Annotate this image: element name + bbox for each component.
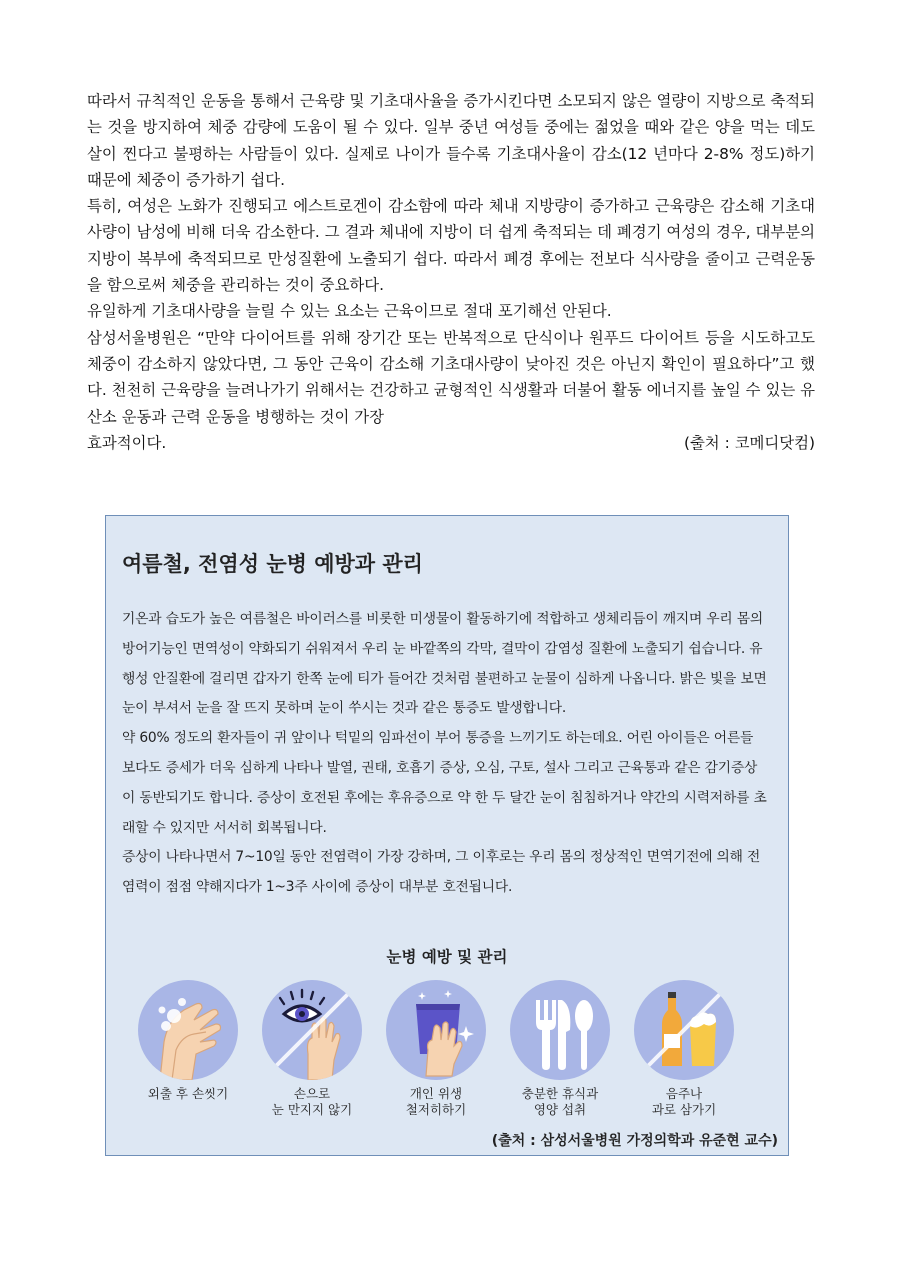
infobox-paragraph-2: 약 60% 정도의 환자들이 귀 앞이나 턱밑의 임파선이 부어 통증을 느끼기도 하는데요. 어린 아이들은 어른들 보다도 증세가 더욱 심하게 나타나 발열, 권태, 호흡기 증상, 오심, 구토, 설사 그리고 근육통과 같은 감기증상이 동반되기도 합니다. 증상이 호전된 후에는 후유증으로 약 한 두 달간 눈이 침침하거나 약간의 시력저하를 초래할 수 있지만 서서히 회복됩니다. <box>122 730 767 836</box>
article <box>87 88 815 456</box>
article-last-text: 효과적이다. <box>87 433 167 452</box>
infobox-body <box>122 605 770 903</box>
eye-disease-infobox <box>105 515 789 1156</box>
prevention-item-hygiene <box>374 980 498 1118</box>
label-line: 외출 후 손씻기 <box>147 1086 229 1101</box>
label-line: 철저히하기 <box>405 1102 467 1117</box>
prevention-label-2 <box>250 1086 374 1118</box>
label-line: 손으로 <box>293 1086 331 1101</box>
article-paragraph-3: 유일하게 기초대사량을 늘릴 수 있는 요소는 근육이므로 절대 포기해선 안된다. <box>87 302 612 321</box>
prevention-label-3 <box>374 1086 498 1118</box>
article-paragraph-4: 삼성서울병원은 “만약 다이어트를 위해 장기간 또는 반복적으로 단식이나 원푸드 다이어트 등을 시도하고도 체중이 감소하지 않았다면, 그 동안 근육이 감소해 기초대사량이 낮아진 것은 아닌지 확인이 필요하다”고 했다. 천천히 근육량을 늘려나가기 위해서는 건강하고 균형적인 식생활과 더불어 활동 에너지를 높일 수 있는 유산소 운동과 근력 운동을 병행하는 것이 가장 <box>87 328 815 426</box>
label-line: 영양 섭취 <box>533 1102 587 1117</box>
label-line: 음주나 <box>665 1086 703 1101</box>
article-source: (출처 : 코메디닷컴) <box>683 433 815 452</box>
prevention-item-rest <box>498 980 622 1118</box>
label-line: 과로 삼가기 <box>651 1102 717 1117</box>
infobox-paragraph-1: 기온과 습도가 높은 여름철은 바이러스를 비롯한 미생물이 활동하기에 적합하고 생체리듬이 깨지며 우리 몸의 방어기능인 면역성이 약화되기 쉬워져서 우리 눈 바깥쪽의 각막, 결막이 감염성 질환에 노출되기 쉽습니다. 유행성 안질환에 걸리면 갑자기 한쪽 눈에 티가 들어간 것처럼 불편하고 눈물이 심하게 나옵니다. 밝은 빛을 보면 눈이 부셔서 눈을 잘 뜨지 못하며 눈이 쑤시는 것과 같은 통증도 발생합니다. <box>122 611 767 717</box>
label-line: 눈 만지지 않기 <box>271 1102 353 1117</box>
label-line: 개인 위생 <box>409 1086 463 1101</box>
prevention-label-4 <box>498 1086 622 1118</box>
prevention-item-no-alcohol <box>622 980 746 1118</box>
prevention-subtitle: 눈병 예방 및 관리 <box>386 948 508 966</box>
prevention-icons <box>126 980 770 1117</box>
hand-washing-icon <box>138 980 238 1080</box>
prevention-item-handwash <box>126 980 250 1102</box>
no-alcohol-icon <box>634 980 734 1080</box>
prevention-label-1 <box>126 1086 250 1102</box>
label-line: 충분한 휴식과 <box>521 1086 599 1101</box>
prevention-label-5 <box>622 1086 746 1118</box>
no-touch-eye-icon <box>262 980 362 1080</box>
rest-nutrition-icon <box>510 980 610 1080</box>
personal-hygiene-icon <box>386 980 486 1080</box>
infobox-title: 여름철, 전염성 눈병 예방과 관리 <box>122 552 423 576</box>
article-paragraph-1: 따라서 규칙적인 운동을 통해서 근육량 및 기초대사율을 증가시킨다면 소모되지 않은 열량이 지방으로 축적되는 것을 방지하여 체중 감량에 도움이 될 수 있다. 일부 중년 여성들 중에는 젊었을 때와 같은 양을 먹는 데도 살이 찐다고 불평하는 사람들이 있다. 실제로 나이가 들수록 기초대사율이 감소(12 년마다 2-8% 정도)하기 때문에 체중이 증가하기 쉽다. <box>87 92 815 189</box>
article-paragraph-2: 특히, 여성은 노화가 진행되고 에스트로겐이 감소함에 따라 체내 지방량이 증가하고 근육량은 감소해 기초대사량이 남성에 비해 더욱 감소한다. 그 결과 체내에 지방이 더 쉽게 축적되는 데 폐경기 여성의 경우, 대부분의 지방이 복부에 축적되므로 만성질환에 노출되기 쉽다. 따라서 폐경 후에는 전보다 식사량을 줄이고 근력운동을 함으로써 체중을 관리하는 것이 중요하다. <box>87 197 815 295</box>
infobox-source: (출처 : 삼성서울병원 가정의학과 유준현 교수) <box>491 1133 778 1149</box>
prevention-item-no-touch <box>250 980 374 1118</box>
article-last-line <box>87 430 815 456</box>
infobox-paragraph-3: 증상이 나타나면서 7~10일 동안 전염력이 가장 강하며, 그 이후로는 우리 몸의 정상적인 면역기전에 의해 전염력이 점점 약해지다가 1~3주 사이에 증상이 대부분 호전됩니다. <box>122 849 761 896</box>
